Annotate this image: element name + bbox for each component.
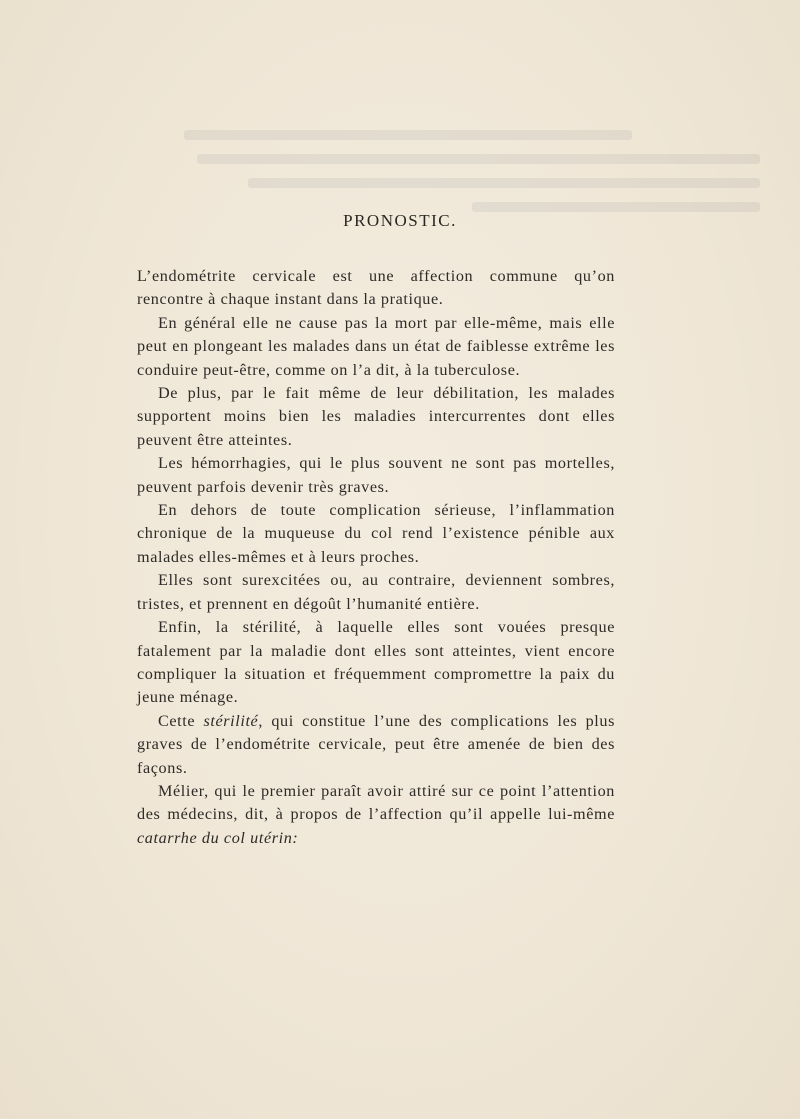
body-text (137, 265, 615, 850)
paragraph-text: , qui constitue l’une des complications les plus graves de l’endométrite cervicale, peut être amenée de bien des façons. (137, 711, 615, 777)
paragraph: De plus, par le fait même de leur débilitation, les malades supportent moins bien les maladies intercurrentes dont elles peuvent être atteintes. (137, 384, 615, 449)
page-title: PRONOSTIC. (343, 211, 457, 230)
paragraph: En dehors de toute complication sérieuse, l’inflammation chronique de la muqueuse du col rend l’existence pénible aux malades elles-mêmes et à leurs proches. (137, 501, 615, 566)
paragraph: Les hémorrhagies, qui le plus souvent ne sont pas mortelles, peuvent parfois devenir très graves. (137, 454, 615, 496)
paragraph: En général elle ne cause pas la mort par elle-même, mais elle peut en plongeant les malades dans un état de faiblesse extrême les conduire peut-être, comme on l’a dit, à la tuberculose. (137, 313, 615, 379)
paragraph: Elles sont surexcitées ou, au contraire, deviennent sombres, tristes, et prennent en dégoût l’humanité entière. (137, 571, 615, 613)
emphasis-text: catarrhe du col utérin: (137, 828, 299, 847)
paragraph-text: Cette (158, 711, 204, 730)
paragraph-melier (137, 780, 615, 850)
paragraph: Enfin, la stérilité, à laquelle elles sont vouées presque fatalement par la maladie dont elles sont atteintes, vient encore compliquer la situation et fréquemment compromettre la paix du jeune ménage. (137, 618, 615, 707)
emphasis-text: stérilité (203, 711, 259, 730)
paragraph-sterilite (137, 710, 615, 780)
paragraph: L’endométrite cervicale est une affection commune qu’on rencontre à chaque instant dans la pratique. (137, 267, 615, 309)
paragraph-text: Mélier, qui le premier paraît avoir attiré sur ce point l’attention des médecins, dit, à propos de l’affection qu’il appelle lui-même (137, 781, 615, 824)
